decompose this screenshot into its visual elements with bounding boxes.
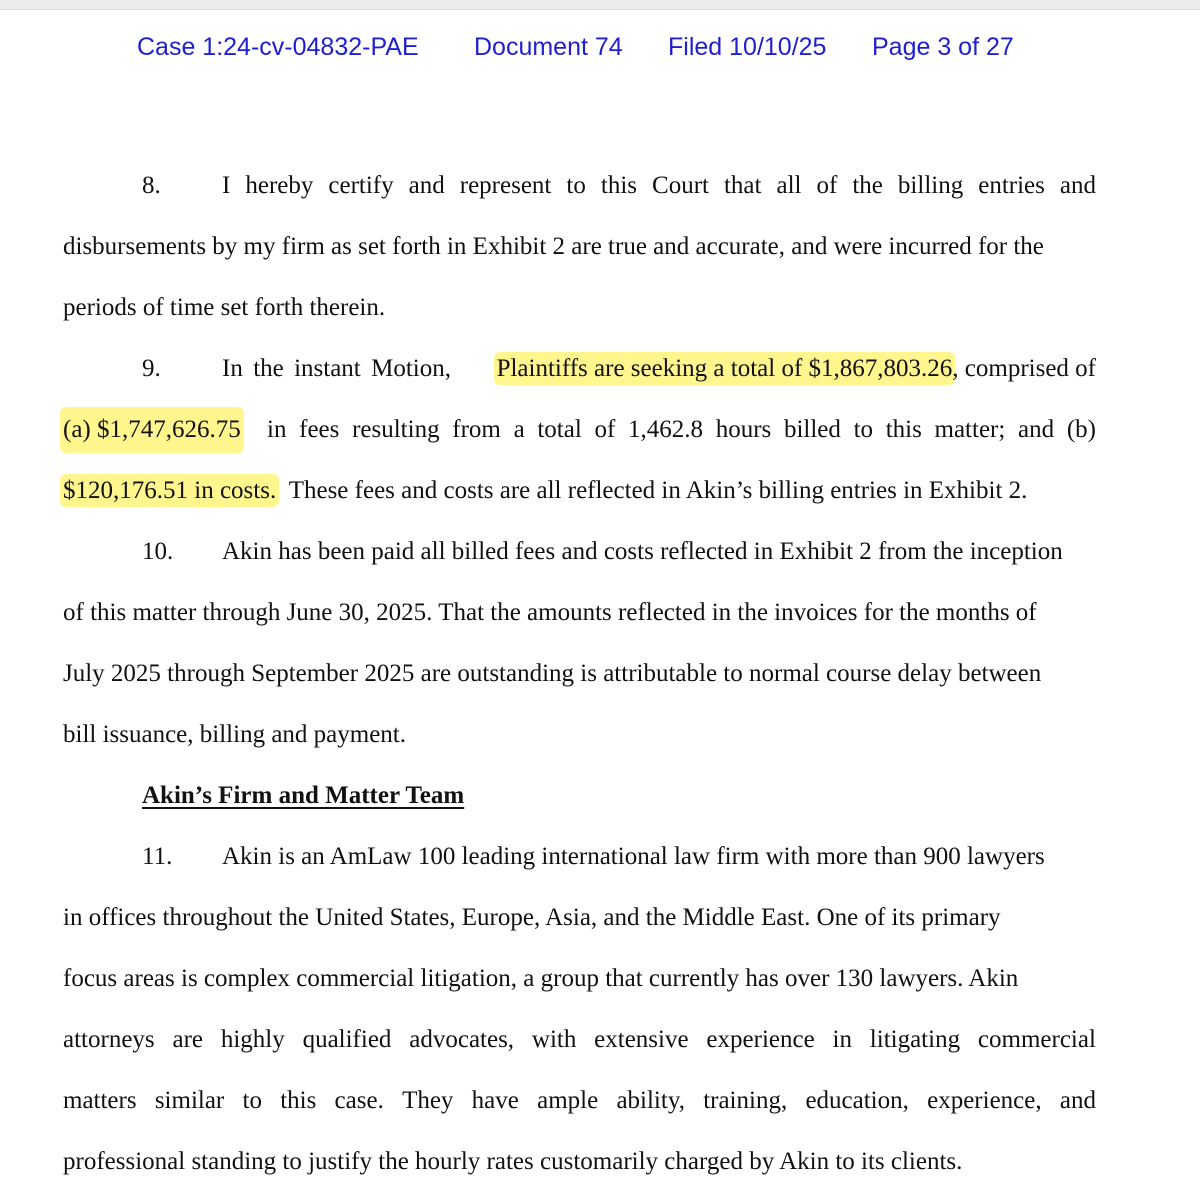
paragraph-11-line-6: professional standing to justify the hourly rates customarily charged by Akin to its clients. bbox=[63, 1148, 963, 1175]
word: training, bbox=[703, 1087, 788, 1114]
word: billing bbox=[897, 172, 964, 199]
paragraph-9-line-1 bbox=[63, 349, 1096, 389]
word: to bbox=[853, 416, 874, 443]
word: and bbox=[408, 172, 445, 199]
word: extensive bbox=[594, 1026, 689, 1053]
word: represent bbox=[459, 172, 552, 199]
word: hours bbox=[715, 416, 772, 443]
paragraph-10-number: 10. bbox=[142, 538, 174, 565]
word: resulting bbox=[352, 416, 440, 443]
word: and bbox=[1018, 416, 1055, 443]
paragraph-11-number: 11. bbox=[142, 843, 173, 870]
word: 1,462.8 bbox=[628, 416, 703, 443]
paragraph-11-line-4 bbox=[63, 1020, 1096, 1060]
word: and bbox=[1059, 1087, 1096, 1114]
word: are bbox=[172, 1026, 203, 1053]
word: instant bbox=[294, 355, 361, 382]
paragraph-9-line-2-words bbox=[267, 410, 1096, 450]
word: education, bbox=[805, 1087, 909, 1114]
word: matter; bbox=[934, 416, 1006, 443]
highlight-total-sought: Plaintiffs are seeking a total of $1,867,803.26 bbox=[496, 355, 953, 382]
paragraph-10-line-1-text: Akin has been paid all billed fees and costs reflected in Exhibit 2 from the inception bbox=[222, 538, 1063, 565]
word: and bbox=[1059, 172, 1096, 199]
word: a bbox=[513, 416, 525, 443]
word: Court bbox=[652, 172, 709, 199]
paragraph-9-first-line bbox=[222, 349, 1096, 389]
page-top-edge bbox=[0, 0, 1200, 10]
word: certify bbox=[328, 172, 394, 199]
header-filed-date: Filed 10/10/25 bbox=[668, 33, 827, 61]
paragraph-9-highlight-wrapper bbox=[497, 349, 1096, 389]
word: case. bbox=[334, 1087, 384, 1114]
paragraph-9-number: 9. bbox=[142, 355, 161, 382]
paragraph-8-line-2: disbursements by my firm as set forth in Exhibit 2 are true and accurate, and were incurred for the bbox=[63, 233, 1044, 260]
word: litigating bbox=[869, 1026, 961, 1053]
section-heading: Akin’s Firm and Matter Team bbox=[142, 782, 465, 809]
word: similar bbox=[154, 1087, 225, 1114]
word: advocates, bbox=[409, 1026, 515, 1053]
paragraph-8-first-line-words bbox=[222, 166, 1096, 206]
paragraph-9-lead-words bbox=[222, 349, 451, 389]
word: matters bbox=[63, 1087, 137, 1114]
word: ample bbox=[537, 1087, 599, 1114]
word: (b) bbox=[1066, 416, 1096, 443]
word: experience bbox=[706, 1026, 815, 1053]
paragraph-11-line-3: focus areas is complex commercial litigation, a group that currently has over 130 lawyers. Akin bbox=[63, 965, 1019, 992]
word: in bbox=[267, 416, 287, 443]
word: I bbox=[222, 172, 231, 199]
word: They bbox=[402, 1087, 454, 1114]
word: fees bbox=[299, 416, 340, 443]
word: in bbox=[832, 1026, 852, 1053]
paragraph-9-line-2 bbox=[63, 410, 1096, 450]
highlight-fees-amount: (a) $1,747,626.75 bbox=[63, 410, 241, 450]
word: commercial bbox=[977, 1026, 1096, 1053]
paragraph-11-line-5 bbox=[63, 1081, 1096, 1121]
word: to bbox=[566, 172, 586, 199]
paragraph-11-line-2: in offices throughout the United States, Europe, Asia, and the Middle East. One of its primary bbox=[63, 904, 1001, 931]
paragraph-8-number: 8. bbox=[142, 172, 161, 199]
paragraph-9-line-1-tail: , comprised of bbox=[952, 355, 1096, 382]
highlight-costs-amount: $120,176.51 in costs. bbox=[63, 477, 277, 504]
word: the bbox=[253, 355, 284, 382]
paragraph-11-line-1-text: Akin is an AmLaw 100 leading international law firm with more than 900 lawyers bbox=[222, 843, 1045, 870]
word: this bbox=[885, 416, 922, 443]
word: In bbox=[222, 355, 243, 382]
word: this bbox=[600, 172, 637, 199]
word: the bbox=[852, 172, 883, 199]
word: of bbox=[594, 416, 616, 443]
ecf-header bbox=[0, 33, 1200, 69]
word: experience, bbox=[927, 1087, 1042, 1114]
paragraph-9-line-3-tail: These fees and costs are all reflected in Akin’s billing entries in Exhibit 2. bbox=[288, 477, 1028, 504]
word: to bbox=[242, 1087, 262, 1114]
word: Motion, bbox=[371, 355, 451, 382]
word: qualified bbox=[302, 1026, 392, 1053]
word: all bbox=[776, 172, 802, 199]
paragraph-11-line-1 bbox=[63, 837, 1096, 877]
word: this bbox=[280, 1087, 317, 1114]
paragraph-8-line-1 bbox=[63, 166, 1096, 206]
word: from bbox=[452, 416, 501, 443]
paragraph-10-line-2: of this matter through June 30, 2025. That the amounts reflected in the invoices for the months of bbox=[63, 599, 1037, 626]
word: hereby bbox=[245, 172, 314, 199]
paragraph-10-line-1 bbox=[63, 532, 1096, 572]
word: attorneys bbox=[63, 1026, 155, 1053]
word: with bbox=[531, 1026, 577, 1053]
header-page-count: Page 3 of 27 bbox=[872, 33, 1014, 61]
paragraph-10-line-3: July 2025 through September 2025 are outstanding is attributable to normal course delay between bbox=[63, 660, 1042, 687]
word: billed bbox=[783, 416, 841, 443]
word: ability, bbox=[616, 1087, 685, 1114]
word: highly bbox=[220, 1026, 285, 1053]
word: that bbox=[723, 172, 762, 199]
header-document-number: Document 74 bbox=[474, 33, 623, 61]
word: have bbox=[471, 1087, 519, 1114]
paragraph-10-line-4: bill issuance, billing and payment. bbox=[63, 721, 406, 748]
word: of bbox=[816, 172, 838, 199]
word: entries bbox=[978, 172, 1045, 199]
word: total bbox=[537, 416, 582, 443]
paragraph-9-line-3 bbox=[63, 471, 1096, 511]
header-case-number: Case 1:24-cv-04832-PAE bbox=[137, 33, 419, 61]
paragraph-8-line-3: periods of time set forth therein. bbox=[63, 294, 386, 321]
